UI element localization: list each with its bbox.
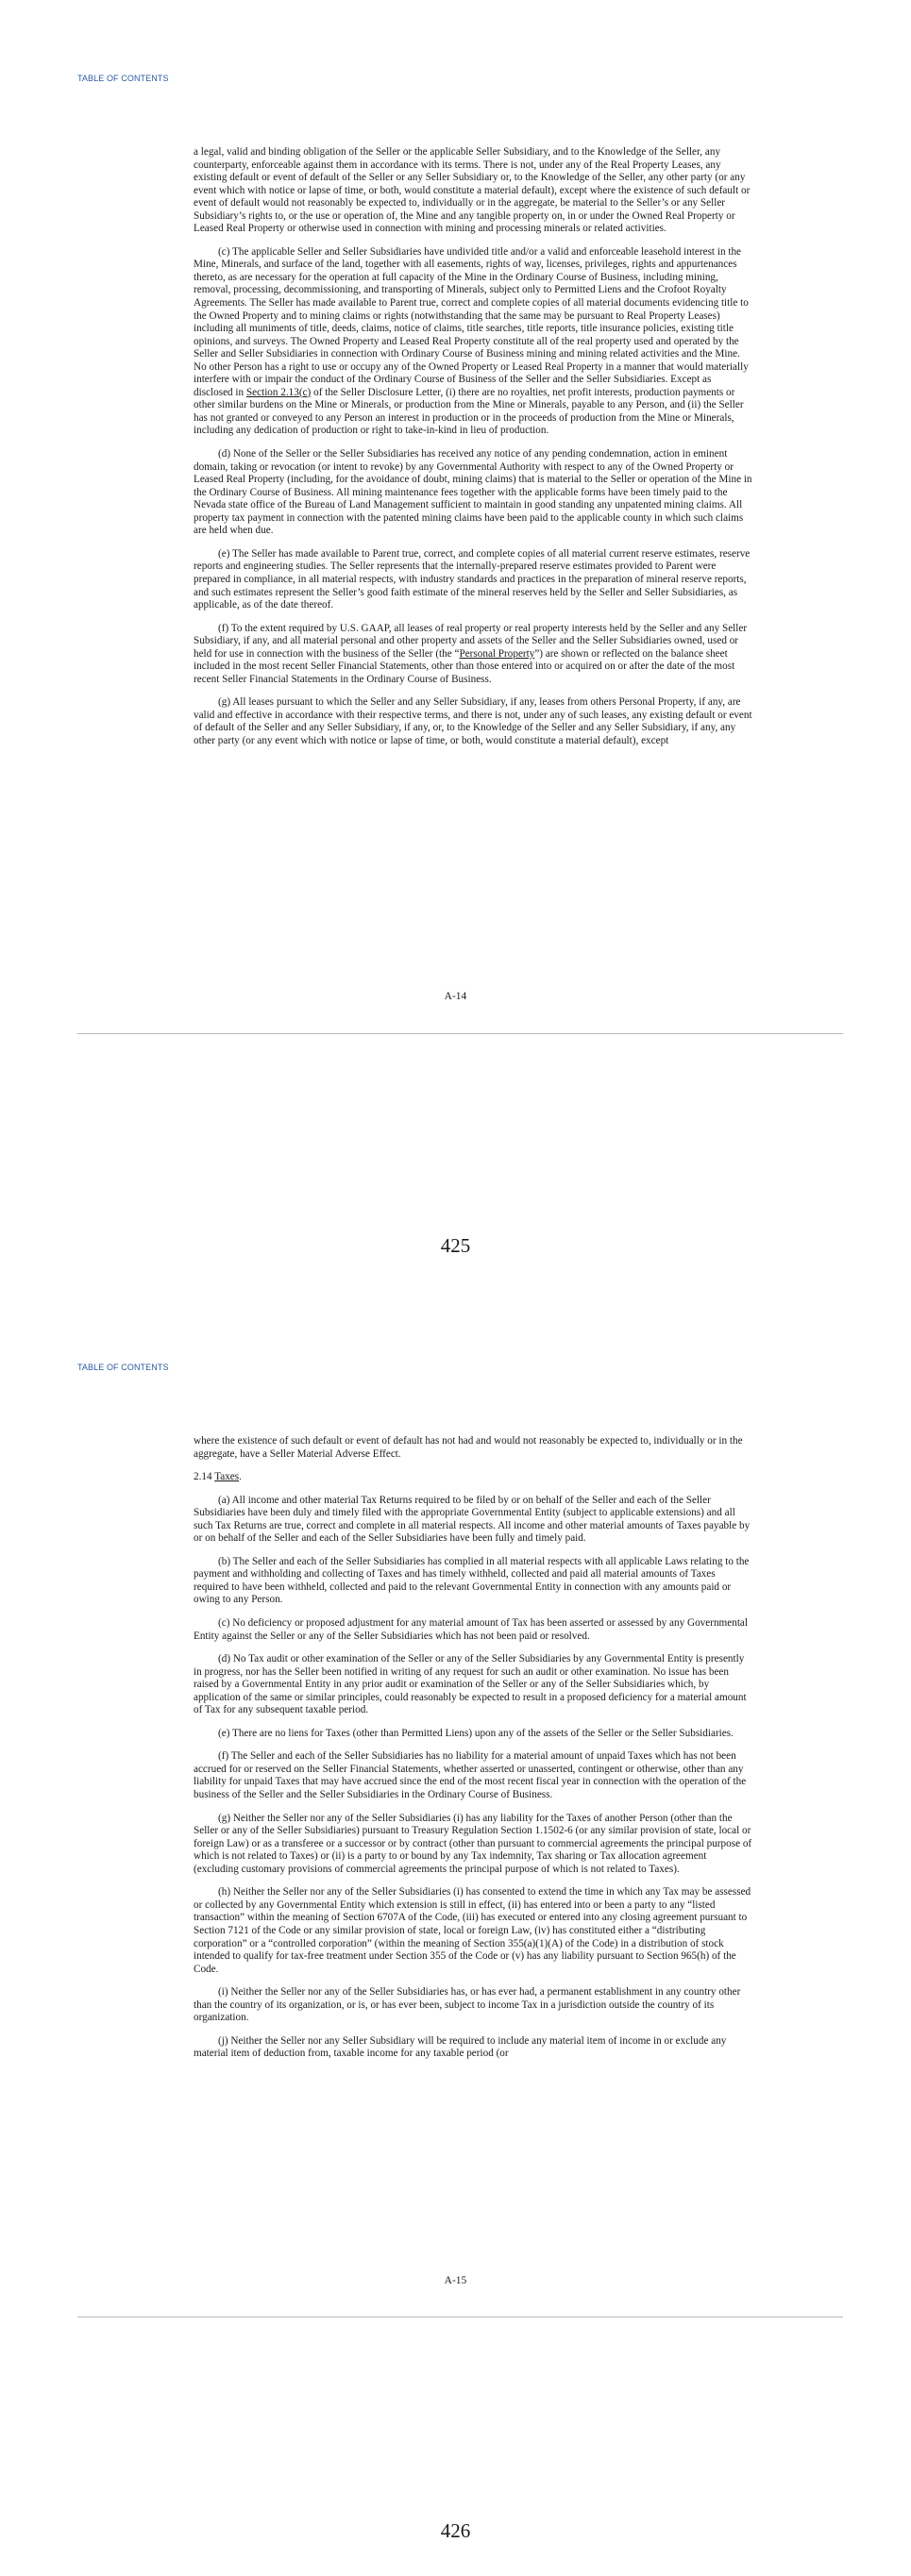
page-divider	[77, 1033, 843, 1034]
section-2-13c-reference: Section 2.13(c)	[245, 386, 312, 398]
page-2-body	[194, 1435, 752, 2071]
section-number: 2.14	[194, 1471, 215, 1483]
paragraph-continuation: a legal, valid and binding obligation of the Seller or the applicable Seller Subsidiary, and to the Knowledge of the Seller, any counterparty, enforceable against them in accordance with its terms. There is not, under any of the Real Property Leases, any existing default or event of default of the Seller or any Seller Subsidiary or, to the Knowledge of the Seller, any other party (or any event which with notice or lapse of time, or both, would constitute a material default), except where the existence of such default or event of default would not reasonably be expected to, individually or in the aggregate, be material to the Seller’s or any Seller Subsidiary’s rights to, or the use or operation of, the Mine and any tangible property on, in or under the Owned Real Property or Leased Real Property or otherwise used in connection with mining and processing minerals or related activities.	[194, 146, 751, 235]
table-of-contents-link[interactable]: TABLE OF CONTENTS	[77, 1363, 169, 1372]
paragraph-d: (d) No Tax audit or other examination of the Seller or any of the Seller Subsidiaries by any Governmental Entity is presently in progress, nor has the Seller been notified in writing of any request for such an audit or other examination. No issue has been raised by a Governmental Entity in any prior audit or examination of the Seller or any of the Seller Subsidiaries which, by application of the same or similar principles, could reasonably be expected to result in a proposed deficiency for a material amount of Tax for any subsequent taxable period.	[194, 1653, 747, 1716]
paragraph-c-text-2: of the Seller Disclosure Letter, (i) there are no royalties, net profit interests, production payments or other similar burdens on the Mine or Minerals, or production from the Mine or Minerals, payable to any Person, and (ii) the Seller has not granted or conveyed to any Person an interest in production or in the proceeds of production from the Mine or Minerals, including any dedication of production or right to take-in-kind in lieu of production.	[194, 386, 744, 437]
paragraph-b: (b) The Seller and each of the Seller Subsidiaries has complied in all material respects with all applicable Laws relating to the payment and withholding and collecting of Taxes and has timely withheld, collected and paid all material amounts of Taxes required to have been withheld, collected and paid to the relevant Governmental Entity in connection with any amounts paid or owing to any Person.	[194, 1555, 750, 1606]
paragraph-j: (j) Neither the Seller nor any Seller Subsidiary will be required to include any material item of income in or exclude any material item of deduction from, taxable income for any taxable period (or	[194, 2034, 727, 2060]
section-heading	[194, 1471, 752, 1484]
paragraph-f	[194, 623, 752, 687]
page-number: 426	[440, 2519, 471, 2542]
paragraph-h: (h) Neither the Seller nor any of the Seller Subsidiaries (i) has consented to extend the time in which any Tax may be assessed or collected by any Governmental Entity which extension is still in effect, (ii) has entered into or been a party to any “listed transaction” within the meaning of Section 6707A of the Code, (iii) has executed or entered into any closing agreement pursuant to Section 7121 of the Code or any similar provision of state, local or foreign Law, (iv) has constituted either a “distributing corporation” or a “controlled corporation” (within the meaning of Section 355(a)(1)(A) of the Code) in a distribution of stock intended to qualify for tax-free treatment under Section 355 of the Code or (v) has any liability pursuant to Section 965(h) of the Code.	[194, 1886, 751, 1975]
page-1-body	[194, 146, 752, 759]
section-title: Taxes	[214, 1471, 240, 1483]
paragraph-f: (f) The Seller and each of the Seller Subsidiaries has no liability for a material amount of unpaid Taxes which has not been accrued for or reserved on the Seller Financial Statements, whether asserted or unasserted, contingent or otherwise, other than any liability for unpaid Taxes that may have accrued since the end of the most recent fiscal year in connection with the operation of the business of the Seller and the Seller Subsidiaries in the Ordinary Course of Business.	[194, 1750, 747, 1801]
personal-property-term: Personal Property	[459, 647, 535, 660]
paragraph-c: (c) No deficiency or proposed adjustment for any material amount of Tax has been asserted or assessed by any Governmental Entity against the Seller or any of the Seller Subsidiaries which has not been paid or resolved.	[194, 1617, 748, 1642]
paragraph-f-text-1: (f) To the extent required by U.S. GAAP, all leases of real property or real property interests held by the Seller and any Seller Subsidiary, if any, and all material personal and other property and assets of the Seller and the Seller Subsidiaries owned, used or held for use in connection with the business of the Seller (the “	[194, 622, 748, 660]
paragraph-e: (e) There are no liens for Taxes (other than Permitted Liens) upon any of the assets of the Seller or the Seller Subsidiaries.	[218, 1727, 734, 1739]
paragraph-i: (i) Neither the Seller nor any of the Seller Subsidiaries has, or has ever had, a permanent establishment in any country other than the country of its organization, or is, or has ever been, subject to income Tax in a jurisdiction outside the country of its organization.	[194, 1986, 741, 2024]
page-number: 425	[440, 1234, 471, 1257]
table-of-contents-link[interactable]: TABLE OF CONTENTS	[77, 74, 169, 83]
paragraph-c-text-1: (c) The applicable Seller and Seller Subsidiaries have undivided title and/or a valid and enforceable leasehold interest in the Mine, Minerals, and surface of the land, together with all easements, rights of way, licenses, privileges, rights and appurtenances thereto, as are necessary for the operation at full capacity of the Mine in the Ordinary Course of Business, including mining, removal, processing, decommissioning, and transporting of Minerals, subject only to Permitted Liens and the Crofoot Royalty Agreements. The Seller has made available to Parent true, correct and complete copies of all material documents evidencing title to the Owned Property and to mining claims or rights (notwithstanding that the same may be pursuant to Real Property Leases) including all muniments of title, deeds, claims, notice of claims, title searches, title reports, title insurance policies, existing title opinions, and surveys. The Owned Property and Leased Real Property constitute all of the real property used and operated by the Seller and Seller Subsidiaries in connection with Ordinary Course of Business mining and mining related activities and the Mine. No other Person has a right to use or occupy any of the Owned Property or Leased Real Property in a manner that would materially interfere with or impair the conduct of the Ordinary Course of Business of the Seller and the Seller Subsidiaries. Except as disclosed in	[194, 245, 749, 398]
page-folio: A-14	[444, 991, 467, 1002]
paragraph-e: (e) The Seller has made available to Parent true, correct, and complete copies of all material current reserve estimates, reserve reports and engineering studies. The Seller represents that the internally-prepared reserve estimates provided to Parent were prepared in compliance, in all material respects, with industry standards and practices in the preparation of mineral reserve reports, and such estimates represent the Seller’s good faith estimate of the mineral reserves held by the Seller and Seller Subsidiaries, as applicable, as of the date thereof.	[194, 547, 751, 611]
paragraph-g: (g) Neither the Seller nor any of the Seller Subsidiaries (i) has any liability for the Taxes of another Person (other than the Seller or any of the Seller Subsidiaries) pursuant to Treasury Regulation Section 1.1502-6 (or any similar provision of state, local or foreign Law) or as a transferee or a successor or by contract (other than pursuant to commercial agreements the principal purpose of which is not related to Taxes) or (ii) is a party to or bound by any Tax indemnity, Tax sharing or Tax allocation agreement (excluding customary provisions of commercial agreements the principal purpose of which is not related to Taxes).	[194, 1812, 752, 1875]
paragraph-a: (a) All income and other material Tax Returns required to be filed by or on behalf of the Seller and each of the Seller Subsidiaries have been duly and timely filed with the appropriate Governmental Entity (subject to applicable extensions) and all such Tax Returns are true, correct and complete in all material respects. All income and other material amounts of Taxes payable by or on behalf of the Seller and each of the Seller Subsidiaries have been fully and timely paid.	[194, 1494, 751, 1545]
paragraph-d: (d) None of the Seller or the Seller Subsidiaries has received any notice of any pending condemnation, action in eminent domain, taking or revocation (or intent to revoke) by any Governmental Authority with respect to any of the Owned Property or Leased Real Property (including, for the avoidance of doubt, mining claims) that is material to the Seller or operation of the Mine in the Ordinary Course of Business. All mining maintenance fees together with the applicable forms have been timely paid to the Nevada state office of the Bureau of Land Management sufficient to maintain in good standing any unpatented mining claims. All property tax payment in connection with the patented mining claims have been paid to the applicable county in which such claims are held when due.	[194, 448, 752, 537]
page-folio: A-15	[444, 2275, 467, 2286]
paragraph-c	[194, 246, 752, 438]
section-heading-end: .	[239, 1471, 242, 1483]
paragraph-f-text-2: ”) are shown or reflected on the balance sheet included in the most recent Seller Financial Statements, other than those entered into or acquired on or after the date of the most recent Seller Financial Statements in the Ordinary Course of Business.	[194, 647, 735, 685]
paragraph-continuation: where the existence of such default or event of default has not had and would not reasonably be expected to, individually or in the aggregate, have a Seller Material Adverse Effect.	[194, 1435, 743, 1460]
paragraph-g: (g) All leases pursuant to which the Seller and any Seller Subsidiary, if any, leases from others Personal Property, if any, are valid and effective in accordance with their respective terms, and there is not, under any of such leases, any existing default or event of default of the Seller and any Seller Subsidiary, if any, or, to the Knowledge of the Seller and any Seller Subsidiary, if any, any other party (or any event which with notice or lapse of time, or both, would constitute a material default), except	[194, 696, 752, 746]
